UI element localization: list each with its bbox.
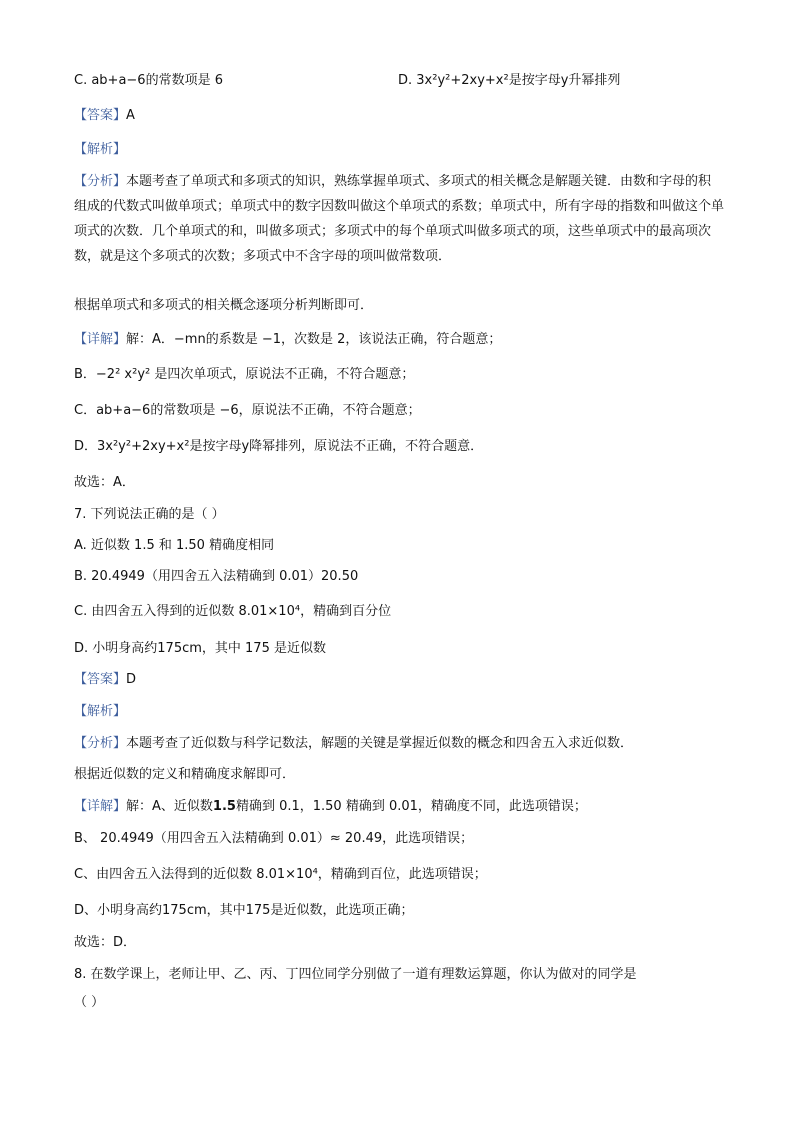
q6-answer-line [74, 107, 135, 125]
q6-option-d: D. 3x²y²+2xy+x²是按字母y升幂排列 [398, 73, 621, 88]
q7-method: 根据近似数的定义和精确度求解即可． [74, 767, 296, 782]
q7-option-a: A. 近似数 1.5 和 1.50 精确度相同 [74, 538, 275, 553]
q8-stem: 8. 在数学课上，老师让甲、乙、丙、丁四位同学分别做了一道有理数运算题，你认为做对的同学是 [74, 967, 637, 982]
detail-a-post: 精确到 0.1，1.50 精确到 0.01，精确度不同，此选项错误； [235, 799, 587, 814]
answer-value: D [126, 672, 137, 687]
q6-choose: 故选：A． [74, 475, 135, 490]
q7-detail-b: B、 20.4949（用四舍五入法精确到 0.01）≈ 20.49，此选项错误； [74, 831, 474, 846]
q6-detail-b: B．−2² x²y² 是四次单项式，原说法不正确，不符合题意； [74, 367, 415, 382]
answer-value: A [126, 108, 135, 123]
fenxi-label: 【分析】 [74, 174, 127, 189]
q7-detail-c: C、由四舍五入法得到的近似数 8.01×10⁴，精确到百位，此选项错误； [74, 867, 487, 882]
q7-detail-d: D、小明身高约175cm，其中175是近似数，此选项正确； [74, 903, 414, 918]
q6-detail-a [74, 331, 501, 349]
detail-a-pre: 解：A、近似数 [126, 799, 213, 814]
analysis-label: 【解析】 [74, 142, 127, 157]
q6-analysis-label [74, 141, 126, 159]
fenxi-text: 本题考查了近似数与科学记数法，解题的关键是掌握近似数的概念和四舍五入求近似数． [126, 736, 634, 751]
analysis-label: 【解析】 [74, 704, 127, 719]
answer-label: 【答案】 [74, 672, 127, 687]
detail-label: 【详解】 [74, 799, 127, 814]
fenxi-text: 本题考查了单项式和多项式的知识，熟练掌握单项式、多项式的相关概念是解题关键．由数和字母的积组成的代数式叫做单项式；单项式中的数字因数叫做这个单项式的系数；单项式中，所有字母的指数和叫做这个单项式的次数．几个单项式的和，叫做多项式；多项式中的每个单项式叫做多项式的项，这些单项式中的最高项次数，就是这个多项式的次数；多项式中不含字母的项叫做常数项． [74, 174, 725, 264]
q7-option-d: D. 小明身高约175cm，其中 175 是近似数 [74, 641, 326, 656]
q6-fenxi-paragraph [74, 169, 724, 269]
q7-option-b: B. 20.4949（用四舍五入法精确到 0.01）20.50 [74, 569, 359, 584]
fenxi-label: 【分析】 [74, 736, 127, 751]
q7-detail-a [74, 798, 587, 816]
q6-detail-d: D．3x²y²+2xy+x²是按字母y降幂排列，原说法不正确，不符合题意． [74, 439, 484, 454]
q7-option-c: C. 由四舍五入得到的近似数 8.01×10⁴，精确到百分位 [74, 604, 392, 619]
q7-stem: 7. 下列说法正确的是（ ） [74, 507, 225, 522]
detail-a-text: 解：A．−mn的系数是 −1，次数是 2，该说法正确，符合题意； [126, 332, 502, 347]
detail-a-bold: 1.5 [212, 799, 236, 814]
q7-answer-line [74, 671, 136, 689]
q8-paren: （ ） [74, 995, 105, 1010]
q6-method: 根据单项式和多项式的相关概念逐项分析判断即可． [74, 298, 374, 313]
q7-choose: 故选：D． [74, 935, 137, 950]
q6-option-c: C. ab+a−6的常数项是 6 [74, 73, 223, 88]
q6-detail-c: C．ab+a−6的常数项是 −6，原说法不正确，不符合题意； [74, 403, 421, 418]
detail-label: 【详解】 [74, 332, 127, 347]
answer-label: 【答案】 [74, 108, 127, 123]
q7-analysis-label [74, 703, 126, 721]
q7-fenxi [74, 735, 633, 753]
